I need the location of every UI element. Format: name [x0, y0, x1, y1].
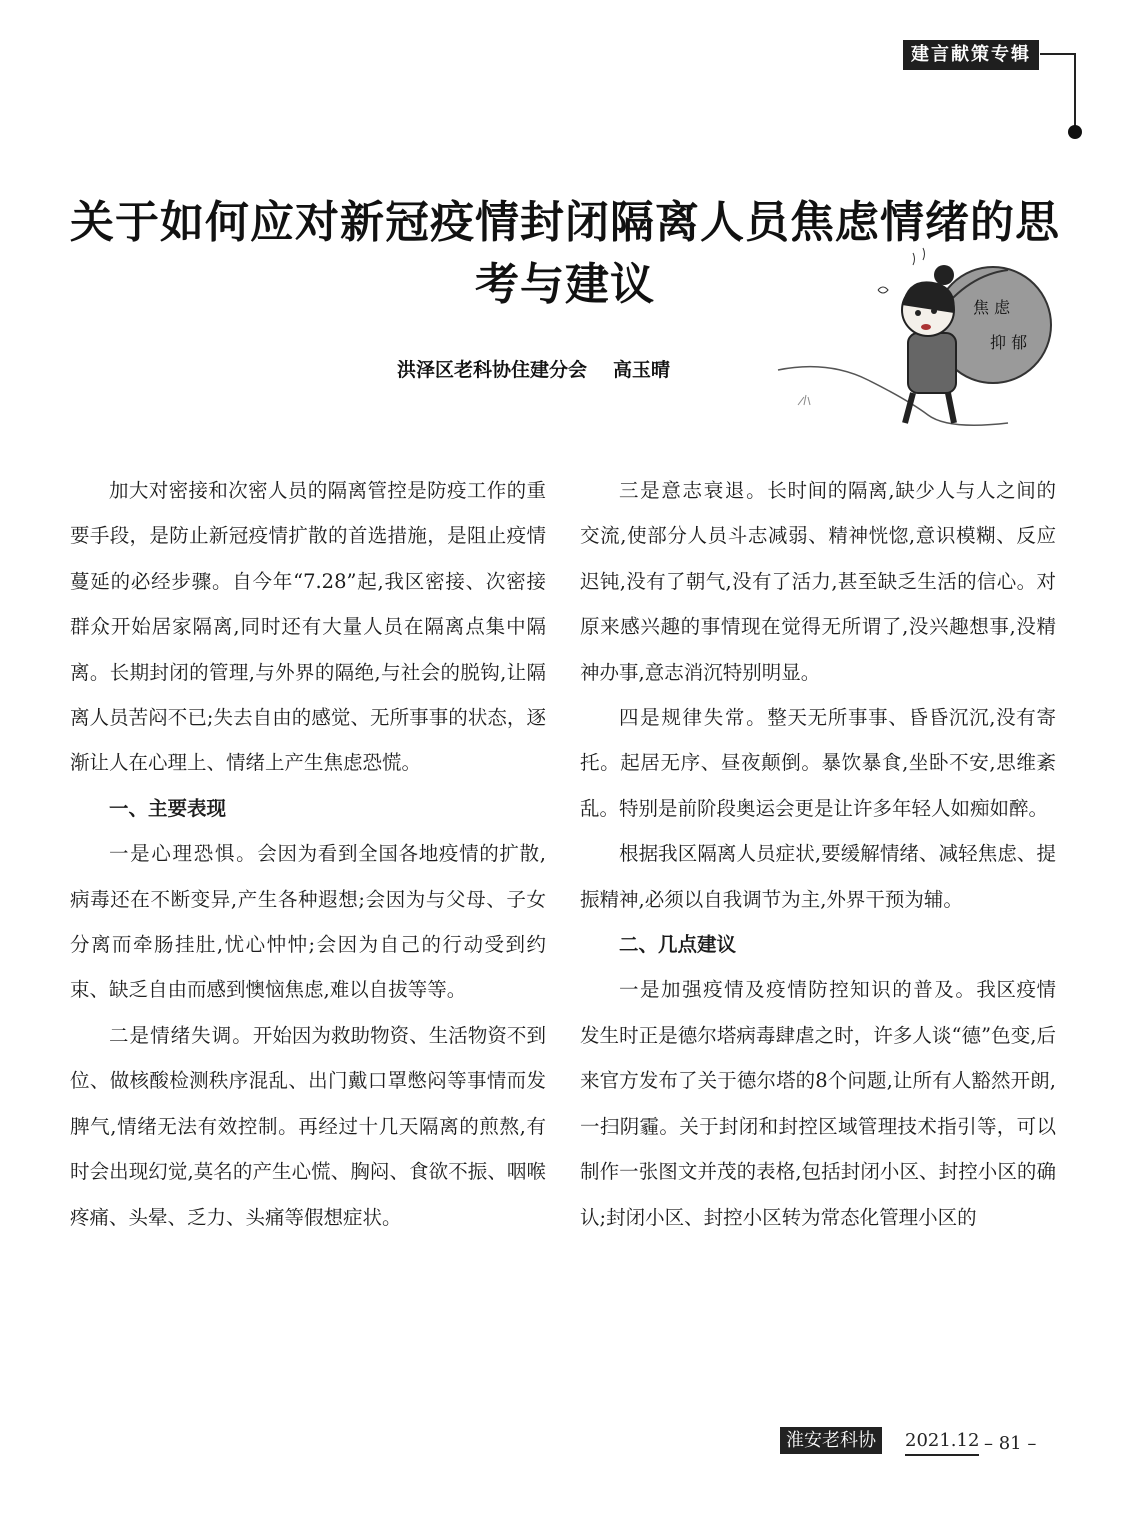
- paragraph-body: 整天无所事事、昏昏沉沉,没有寄托。起居无序、昼夜颠倒。暴饮暴食,坐卧不安,思维紊乱。特别是前阶段奥运会更是让许多年轻人如痴如醉。: [580, 706, 1056, 820]
- paragraph-lead: 一是加强疫情及疫情防控知识的普及。: [619, 978, 977, 1002]
- right-column: [580, 468, 1056, 1240]
- section-heading-main-symptoms: 一、主要表现: [109, 796, 227, 820]
- paragraph-lead: 三是意志衰退。: [619, 479, 768, 502]
- section-tag-dot: [1068, 125, 1082, 139]
- paragraph-lead: 四是规律失常。: [619, 706, 768, 730]
- paragraph-knowledge-popularization: [580, 967, 1056, 1239]
- paragraph-body: 我区疫情发生时正是德尔塔病毒肆虐之时，许多人谈“德”色变,后来官方发布了关于德尔塔的8个问题,让所有人豁然开朗,一扫阴霾。关于封闭和封控区域管理技术指引等，可以制作一张图文并茂的表格,包括封闭小区、封控小区的确认;封闭小区、封控小区转为常态化管理小区的: [580, 978, 1056, 1229]
- section-heading-suggestions: 二、几点建议: [619, 933, 737, 957]
- article-title: 关于如何应对新冠疫情封闭隔离人员焦虑情绪的思考与建议: [70, 197, 1060, 310]
- footer-issue: 2021.12: [905, 1427, 979, 1456]
- page-number: – 81 –: [984, 1433, 1037, 1454]
- paragraph-emotional-disorder: [70, 1013, 546, 1240]
- section-tag-rule: [1040, 53, 1076, 55]
- paragraph-body: 长时间的隔离,缺少人与人之间的交流,使部分人员斗志减弱、精神恍惚,意识模糊、反应迟钝,没有了朝气,没有了活力,甚至缺乏生活的信心。对原来感兴趣的事情现在觉得无所谓了,没兴趣想事,没精神办事,意志消沉特别明显。: [580, 479, 1056, 684]
- left-column: [70, 468, 546, 1240]
- section-tag-rule-vertical: [1074, 53, 1076, 129]
- paragraph-approach: 根据我区隔离人员症状,要缓解情绪、减轻焦虑、提振精神,必须以自我调节为主,外界干预为辅。: [580, 842, 1056, 911]
- paragraph-will-decline: [580, 468, 1056, 695]
- paragraph-lead: 二是情绪失调。: [109, 1023, 253, 1047]
- author-line: [397, 355, 670, 385]
- author-name: 高玉晴: [613, 359, 671, 381]
- paragraph-body: 会因为看到全国各地疫情的扩散,病毒还在不断变异,产生各种遐想;会因为与父母、子女分离而牵肠挂肚,忧心忡忡;会因为自己的行动受到约束、缺乏自由而感到懊恼焦虑,难以自拔等等。: [70, 842, 546, 1002]
- author-organization: 洪泽区老科协住建分会: [397, 359, 588, 381]
- paragraph-lead: 一是心理恐惧。: [109, 842, 258, 866]
- sack-label-anxiety: 焦 虑: [973, 298, 1011, 317]
- paragraph-psychological-fear: [70, 831, 546, 1013]
- intro-paragraph: 加大对密接和次密人员的隔离管控是防疫工作的重要手段，是防止新冠疫情扩散的首选措施，是阻止疫情蔓延的必经步骤。自今年“7.28”起,我区密接、次密接群众开始居家隔离,同时还有大量人员在隔离点集中隔离。长期封闭的管理,与外界的隔绝,与社会的脱钩,让隔离人员苦闷不已;失去自由的感觉、无所事事的状态，逐渐让人在心理上、情绪上产生焦虑恐慌。: [70, 479, 546, 775]
- footer-magazine-name: 淮安老科协: [780, 1427, 882, 1454]
- paragraph-routine-disorder: [580, 695, 1056, 831]
- section-tag: 建言献策专辑: [903, 40, 1039, 70]
- paragraph-body: 开始因为救助物资、生活物资不到位、做核酸检测秩序混乱、出门戴口罩憋闷等事情而发脾气,情绪无法有效控制。再经过十几天隔离的煎熬,有时会出现幻觉,莫名的产生心慌、胸闷、食欲不振、咽喉疼痛、头晕、乏力、头痛等假想症状。: [70, 1023, 546, 1229]
- sack-label-depression: 抑 郁: [990, 333, 1028, 352]
- anxiety-illustration: [768, 245, 1058, 430]
